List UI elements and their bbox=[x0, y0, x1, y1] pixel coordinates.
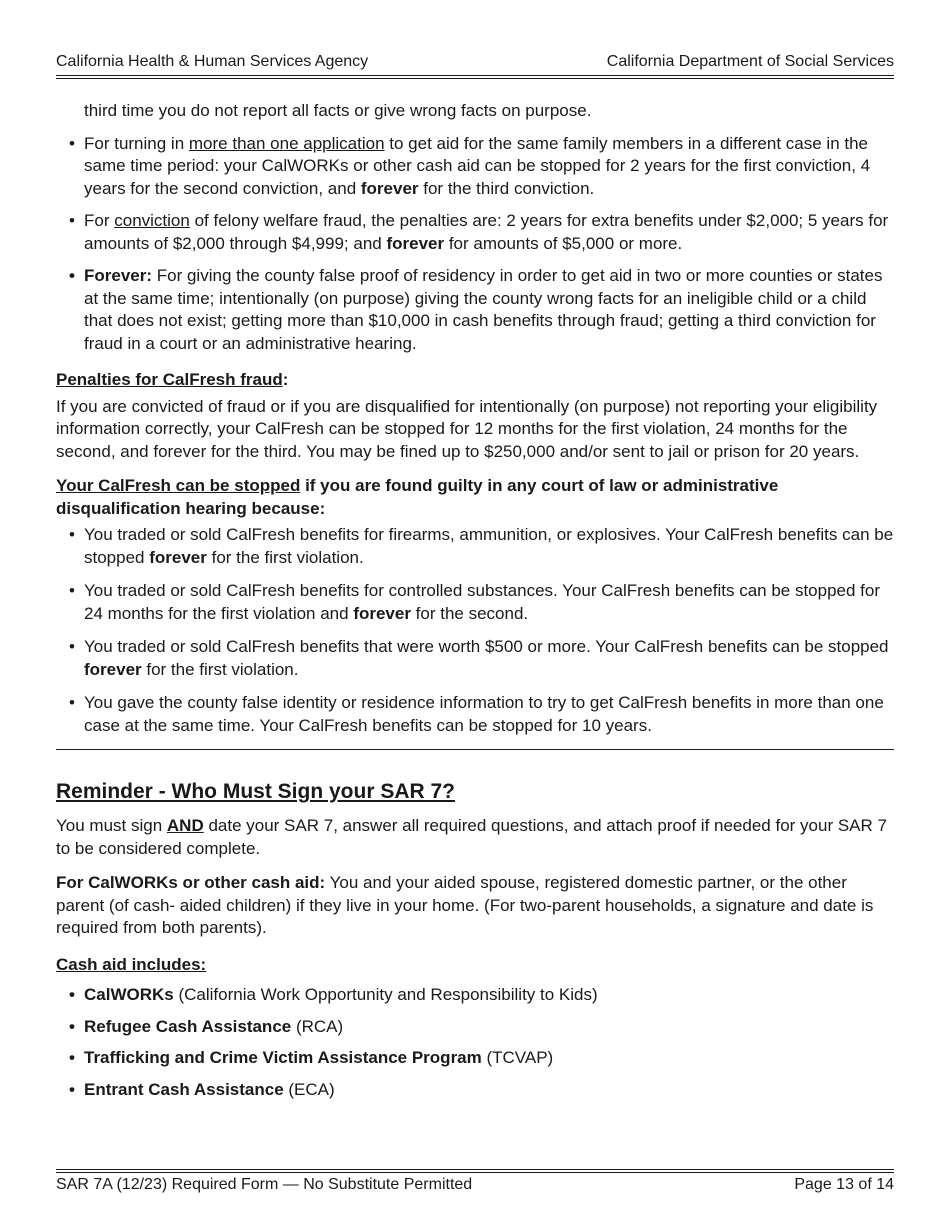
underlined-term: more than one application bbox=[188, 133, 385, 153]
bullet: • bbox=[69, 525, 75, 544]
bullet: • bbox=[69, 985, 75, 1004]
header-agency: California Health & Human Services Agency bbox=[56, 53, 369, 70]
page-footer bbox=[56, 1174, 894, 1196]
calfresh-fraud-heading: Penalties for CalFresh fraud: bbox=[56, 370, 289, 389]
forever-label: Forever: bbox=[84, 266, 153, 285]
reminder-heading: Reminder - Who Must Sign your SAR 7? bbox=[56, 780, 456, 803]
bullet: • bbox=[69, 133, 75, 153]
calfresh-stopped-heading: Your CalFresh can be stopped if you are found guilty in any court of law or administrative disqualification hearing because: bbox=[56, 476, 779, 518]
list-item: • You traded or sold CalFresh benefits that were worth $500 or more. Your CalFresh benefits can be stopped forever for the first violation. bbox=[69, 637, 889, 679]
bullet: • bbox=[69, 1016, 75, 1036]
bullet: • bbox=[69, 581, 75, 600]
cash-aid-signers-paragraph: For CalWORKs or other cash aid: You and your aided spouse, registered domestic partner, or the other parent (of cash- aided children) if they live in your home. (For two-parent households, a signature and date is required from both parents). bbox=[56, 873, 874, 937]
underlined-term: conviction bbox=[114, 211, 190, 230]
list-item: • CalWORKs (California Work Opportunity and Responsibility to Kids) bbox=[56, 984, 894, 1007]
form-id: SAR 7A (12/23) Required Form — No Substitute Permitted bbox=[56, 1176, 473, 1193]
reminder-paragraph: You must sign AND date your SAR 7, answer all required questions, and attach proof if needed for your SAR 7 to be considered complete. bbox=[56, 816, 887, 858]
list-item: • You gave the county false identity or residence information to try to get CalFresh benefits in more than one case at the same time. Your CalFresh benefits can be stopped for 10 years. bbox=[69, 693, 884, 735]
page-content bbox=[56, 100, 894, 1110]
page-number: Page 13 of 14 bbox=[794, 1176, 894, 1193]
list-item: • Refugee Cash Assistance (RCA) bbox=[56, 1016, 894, 1039]
cash-aid-list bbox=[56, 984, 894, 1101]
section-divider bbox=[56, 749, 894, 750]
bullet: • bbox=[69, 637, 75, 656]
bullet: • bbox=[69, 266, 75, 285]
bullet: • bbox=[69, 693, 75, 712]
header-rule bbox=[56, 75, 894, 79]
bullet: • bbox=[69, 211, 75, 230]
page-header bbox=[56, 51, 894, 75]
calfresh-fraud-paragraph: If you are convicted of fraud or if you are disqualified for intentionally (on purpose) not reporting your eligibility information correctly, your CalFresh can be stopped for 12 months for the first violation, 24 months for the second, and forever for the third. You may be fined up to $250,000 and/or sent to jail or prison for 20 years. bbox=[56, 396, 878, 461]
list-item: • For conviction of felony welfare fraud, the penalties are: 2 years for extra benefits under $2,000; 5 years for amounts of $2,000 through $4,999; and forever for amounts of $5,000 or more. bbox=[69, 211, 889, 253]
list-item: • Trafficking and Crime Victim Assistance Program (TCVAP) bbox=[56, 1047, 894, 1070]
continued-line: third time you do not report all facts or give wrong facts on purpose. bbox=[84, 101, 592, 120]
list-item: • For turning in more than one application to get aid for the same family members in a different case in the same time period: your CalWORKs or other cash aid can be stopped for 2 years for the first conviction, 4 years for the second conviction, and forever for the third conviction. bbox=[69, 133, 871, 198]
footer-rule bbox=[56, 1169, 894, 1173]
document-page bbox=[56, 0, 894, 1230]
header-department: California Department of Social Services bbox=[606, 53, 894, 70]
list-item: • You traded or sold CalFresh benefits for firearms, ammunition, or explosives. Your CalFresh benefits can be stopped forever for the first violation. bbox=[69, 525, 894, 567]
list-item: • Entrant Cash Assistance (ECA) bbox=[56, 1079, 894, 1102]
forever-list-item: • Forever: For giving the county false proof of residency in order to get aid in two or more counties or states at the same time; intentionally (on purpose) giving the county wrong facts for an ineligible child or a child that does not exist; getting more than $10,000 in cash benefits through fraud; getting a third conviction for fraud in a court or an administrative hearing. bbox=[69, 266, 883, 353]
calfresh-stopped-list bbox=[56, 524, 894, 737]
bullet: • bbox=[69, 1079, 75, 1099]
list-item: • You traded or sold CalFresh benefits for controlled substances. Your CalFresh benefits can be stopped for 24 months for the first violation and forever for the second. bbox=[69, 581, 881, 623]
cash-aid-heading: Cash aid includes: bbox=[56, 954, 207, 974]
bullet: • bbox=[69, 1048, 75, 1067]
